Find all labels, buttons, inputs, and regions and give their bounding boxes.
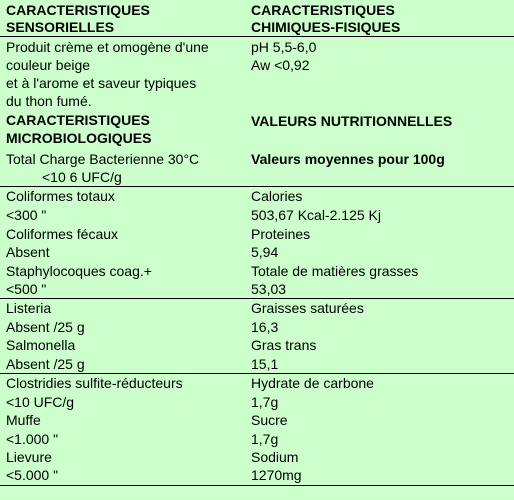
row-label: Staphylocoques coag.+ [6, 263, 152, 279]
row-label: Coliformes fécaux [6, 226, 119, 242]
row-label: Clostridies sulfite-réducteurs [6, 375, 183, 391]
row-label: Coliformes totaux [6, 188, 115, 204]
nutrition-label: Graisses saturées [251, 300, 364, 316]
nutrition-value: 1,7g [251, 431, 279, 447]
nutrition-value: 503,67 Kcal-2.125 Kj [251, 207, 381, 223]
row-value: Absent /25 g [6, 319, 85, 335]
divider [0, 485, 514, 486]
row-label: Listeria [6, 300, 52, 316]
nutrition-label: Totale de matières grasses [251, 263, 419, 279]
ph-value: pH 5,5-6,0 [251, 39, 317, 55]
sensory-text-line3: et à l'arome et saveur typiques [6, 75, 197, 91]
row-value: Absent [6, 244, 50, 260]
nutrition-label: Hydrate de carbone [251, 375, 374, 391]
nutrition-value: 5,94 [251, 244, 279, 260]
nutrition-value: 15,1 [251, 356, 279, 372]
micro-title-line2: MICROBIOLOGIQUES [6, 130, 152, 146]
nutrition-label: Sodium [251, 449, 299, 465]
nutrition-title: VALEURS NUTRITIONNELLES [251, 113, 453, 129]
total-charge-value: <10 6 UFC/g [42, 169, 122, 185]
sensory-text-line2: couleur beige [6, 57, 91, 73]
micro-title-line1: CARACTERISTIQUES [6, 112, 150, 128]
chemical-title-line2: CHIMIQUES-FISIQUES [251, 19, 401, 35]
nutrition-subtitle: Valeurs moyennes pour 100g [251, 151, 445, 167]
divider [0, 36, 514, 37]
sensory-text-line4: du thon fumé. [6, 93, 92, 109]
sensory-text-line1: Produit crème et omogène d'une [6, 39, 209, 55]
row-value: <1.000 " [6, 431, 59, 447]
row-label: Salmonella [6, 337, 76, 353]
sensory-title-line2: SENSORIELLES [6, 19, 115, 35]
nutrition-value: 53,03 [251, 281, 287, 297]
row-label: Lievure [6, 449, 52, 465]
sensory-title-line1: CARACTERISTIQUES [6, 2, 150, 18]
total-charge-label: Total Charge Bacterienne 30°C [6, 151, 200, 167]
row-value: <500 " [6, 281, 47, 297]
row-value: <10 UFC/g [6, 394, 75, 410]
nutrition-value: 1270mg [251, 467, 302, 483]
nutrition-label: Calories [251, 188, 303, 204]
nutrition-label: Sucre [251, 412, 288, 428]
row-value: Absent /25 g [6, 356, 85, 372]
chemical-title-line1: CARACTERISTIQUES [251, 2, 395, 18]
aw-value: Aw <0,92 [251, 57, 310, 73]
row-label: Muffe [6, 412, 41, 428]
nutrition-label: Proteines [251, 226, 311, 242]
nutrition-label: Gras trans [251, 337, 317, 353]
nutrition-value: 1,7g [251, 394, 279, 410]
nutrition-value: 16,3 [251, 319, 279, 335]
row-value: <5.000 " [6, 467, 59, 483]
row-value: <300 " [6, 207, 47, 223]
